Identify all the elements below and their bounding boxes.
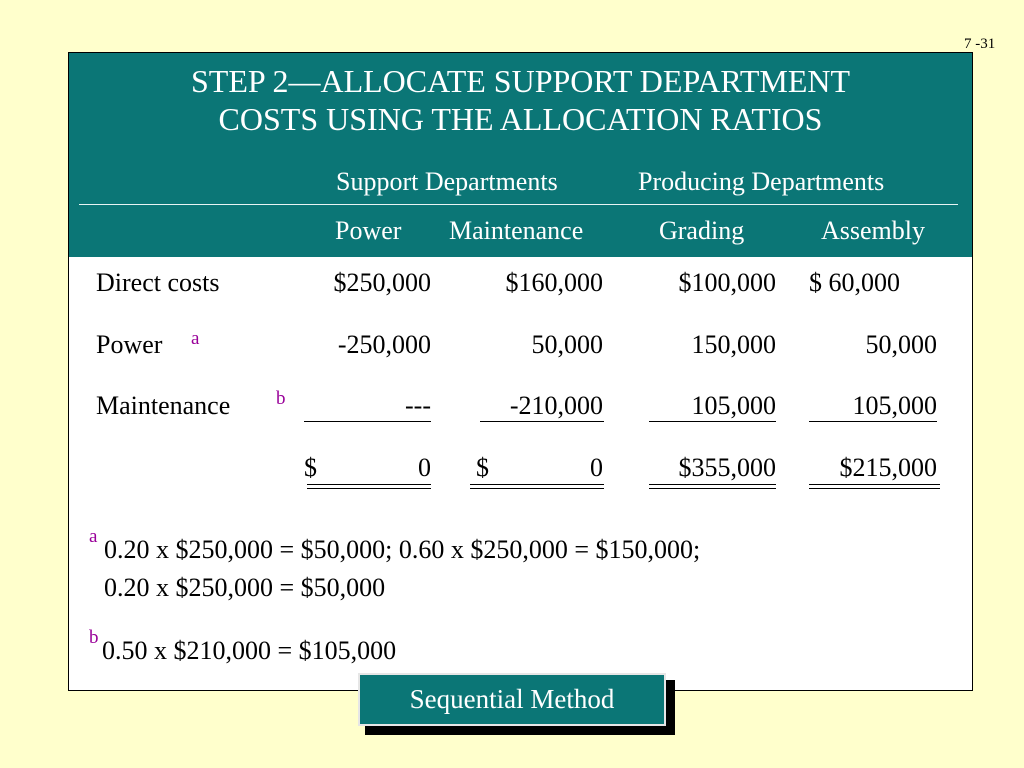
- cell-power-assembly: 50,000: [865, 330, 937, 359]
- footnote-marker-b: b: [276, 388, 286, 409]
- underline-grading: [649, 421, 776, 422]
- cell-maint-assembly: 105,000: [852, 391, 937, 420]
- cell-maint-grading: 105,000: [691, 391, 776, 420]
- footnote-a-marker: a: [89, 526, 98, 547]
- double-underline-assembly-bottom: [809, 488, 940, 489]
- allocation-panel: [68, 52, 973, 691]
- total-maint-value: 0: [590, 453, 603, 482]
- double-underline-assembly-top: [809, 484, 940, 485]
- row-label-direct-costs: Direct costs: [96, 268, 220, 297]
- header-divider: [79, 204, 958, 205]
- column-header-power: Power: [335, 216, 402, 245]
- double-underline-power-bottom: [307, 488, 431, 489]
- double-underline-grading-bottom: [649, 488, 776, 489]
- total-assembly: $215,000: [839, 453, 937, 482]
- cell-power-maintenance: 50,000: [531, 330, 603, 359]
- support-departments-header: Support Departments: [336, 167, 558, 196]
- footnote-a-line2: 0.20 x $250,000 = $50,000: [104, 573, 386, 602]
- cell-maint-maintenance: -210,000: [509, 391, 603, 420]
- title-line-2: COSTS USING THE ALLOCATION RATIOS: [218, 101, 823, 137]
- panel-header: [69, 53, 972, 257]
- slide-title: [69, 62, 972, 138]
- double-underline-power-top: [307, 484, 431, 485]
- underline-assembly: [809, 421, 937, 422]
- footnote-a-line1: 0.20 x $250,000 = $50,000; 0.60 x $250,000 = $150,000;: [104, 535, 701, 564]
- cell-direct-grading: $100,000: [678, 268, 776, 297]
- row-label-power: Power: [96, 330, 163, 359]
- double-underline-grading-top: [649, 484, 776, 485]
- double-underline-maint-bottom: [470, 488, 604, 489]
- double-underline-maint-top: [470, 484, 604, 485]
- column-header-maintenance: Maintenance: [449, 216, 584, 245]
- underline-power: [304, 421, 431, 422]
- column-header-assembly: Assembly: [821, 216, 925, 245]
- cell-direct-maintenance: $160,000: [505, 268, 603, 297]
- cell-direct-assembly: $ 60,000: [809, 268, 900, 297]
- footnote-b-line1: 0.50 x $210,000 = $105,000: [102, 636, 397, 665]
- title-line-1: STEP 2—ALLOCATE SUPPORT DEPARTMENT: [190, 63, 851, 99]
- cell-power-grading: 150,000: [691, 330, 776, 359]
- underline-maintenance: [480, 421, 604, 422]
- total-maint-sign: $: [476, 453, 489, 482]
- cell-maint-power: ---: [405, 391, 431, 420]
- footnote-marker-a: a: [191, 328, 200, 349]
- slide-number: 7 -31: [964, 36, 996, 52]
- cell-direct-power: $250,000: [333, 268, 431, 297]
- row-label-maintenance: Maintenance: [96, 391, 231, 420]
- producing-departments-header: Producing Departments: [638, 167, 885, 196]
- total-power-sign: $: [304, 453, 317, 482]
- cell-power-power: -250,000: [337, 330, 431, 359]
- sequential-method-label: Sequential Method: [358, 673, 666, 726]
- total-power-value: 0: [418, 453, 431, 482]
- total-grading: $355,000: [678, 453, 776, 482]
- column-header-grading: Grading: [659, 216, 745, 245]
- footnote-b-marker: b: [89, 627, 99, 648]
